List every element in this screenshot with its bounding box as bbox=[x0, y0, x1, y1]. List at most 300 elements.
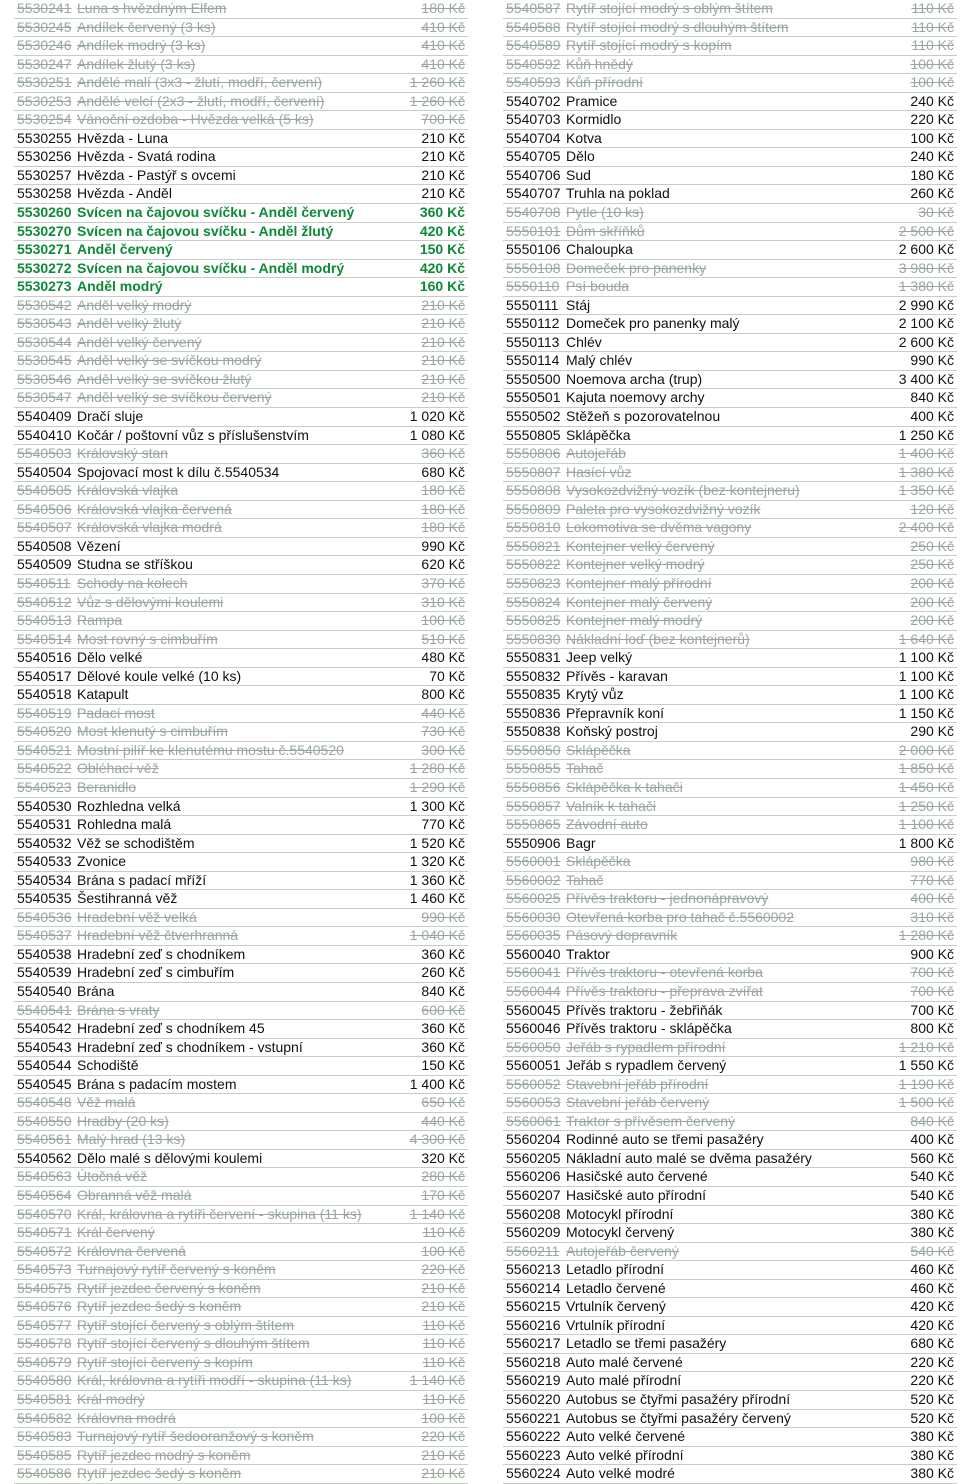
product-price: 420 Kč bbox=[419, 222, 465, 239]
table-row bbox=[503, 630, 957, 649]
product-name: Rytíř jezdec modrý s koněm bbox=[77, 1446, 251, 1463]
product-price: 1 260 Kč bbox=[409, 74, 465, 91]
product-price: 770 Kč bbox=[421, 816, 465, 833]
product-name: Vrtulník přírodní bbox=[566, 1316, 666, 1333]
product-price: 840 Kč bbox=[910, 389, 954, 406]
table-row bbox=[14, 1057, 468, 1076]
product-code: 5550906 bbox=[506, 834, 561, 851]
product-name: Kormidlo bbox=[566, 111, 622, 128]
product-price: 460 Kč bbox=[910, 1261, 954, 1278]
product-name: Spojovací most k dílu č.5540534 bbox=[77, 463, 280, 480]
table-row bbox=[14, 723, 468, 742]
table-row bbox=[14, 1428, 468, 1447]
product-code: 5540589 bbox=[506, 37, 561, 54]
product-code: 5560025 bbox=[506, 890, 561, 907]
product-code: 5550835 bbox=[506, 686, 561, 703]
table-row bbox=[14, 1372, 468, 1391]
product-price: 1 040 Kč bbox=[409, 927, 465, 944]
product-name: Anděl velký modrý bbox=[77, 296, 192, 313]
product-code: 5540571 bbox=[17, 1224, 72, 1241]
product-code: 5540550 bbox=[17, 1112, 72, 1129]
product-code: 5560209 bbox=[506, 1224, 561, 1241]
product-price: 220 Kč bbox=[421, 1261, 465, 1278]
product-name: Nákladní loď (bez kontejnerů) bbox=[566, 630, 750, 647]
product-code: 5560224 bbox=[506, 1465, 561, 1482]
product-price: 380 Kč bbox=[910, 1205, 954, 1222]
product-code: 5550832 bbox=[506, 667, 561, 684]
product-code: 5550830 bbox=[506, 630, 561, 647]
product-name: Pásový dopravník bbox=[566, 927, 678, 944]
product-price: 110 Kč bbox=[422, 1224, 465, 1241]
product-name: Vězení bbox=[77, 537, 121, 554]
product-code: 5540538 bbox=[17, 945, 72, 962]
product-code: 5560050 bbox=[506, 1038, 561, 1055]
product-name: Anděl velký se svíčkou žlutý bbox=[77, 370, 252, 387]
product-price: 1 400 Kč bbox=[898, 445, 954, 462]
product-code: 5540512 bbox=[17, 593, 72, 610]
table-row bbox=[14, 1409, 468, 1428]
product-price: 1 260 Kč bbox=[409, 92, 465, 109]
product-price: 3 400 Kč bbox=[898, 370, 954, 387]
product-name: Kajuta noemovy archy bbox=[566, 389, 705, 406]
product-price: 220 Kč bbox=[910, 1372, 954, 1389]
product-name: Král červený bbox=[77, 1224, 155, 1241]
product-code: 5530247 bbox=[17, 55, 72, 72]
product-code: 5560218 bbox=[506, 1353, 561, 1370]
product-name: Dělo malé s dělovými koulemi bbox=[77, 1149, 263, 1166]
product-name: Anděl červený bbox=[77, 241, 173, 258]
product-code: 5540518 bbox=[17, 686, 72, 703]
product-price: 310 Kč bbox=[421, 593, 465, 610]
product-price: 800 Kč bbox=[421, 686, 465, 703]
product-code: 5540563 bbox=[17, 1168, 72, 1185]
table-row bbox=[503, 259, 957, 278]
table-row bbox=[14, 1131, 468, 1150]
product-price: 240 Kč bbox=[910, 92, 954, 109]
product-name: Královna červená bbox=[77, 1242, 186, 1259]
product-name: Sklápěčka bbox=[566, 741, 631, 758]
product-name: Truhla na poklad bbox=[566, 185, 670, 202]
table-row bbox=[14, 649, 468, 668]
product-code: 5540519 bbox=[17, 704, 72, 721]
product-code: 5540587 bbox=[506, 0, 561, 16]
table-row bbox=[503, 204, 957, 223]
product-price: 1 140 Kč bbox=[409, 1205, 465, 1222]
product-price: 320 Kč bbox=[421, 1149, 465, 1166]
product-price: 120 Kč bbox=[910, 500, 954, 517]
product-name: Vysokozdvižný vozík (bez kontejneru) bbox=[566, 482, 800, 499]
product-code: 5560001 bbox=[506, 853, 561, 870]
product-price: 210 Kč bbox=[421, 148, 465, 165]
table-row bbox=[503, 723, 957, 742]
table-row bbox=[503, 315, 957, 334]
product-price: 1 080 Kč bbox=[409, 426, 465, 443]
product-name: Obranná věž malá bbox=[77, 1187, 192, 1203]
product-name: Hvězda - Svatá rodina bbox=[77, 148, 216, 165]
table-row bbox=[14, 908, 468, 927]
table-row bbox=[14, 945, 468, 964]
product-code: 5550821 bbox=[506, 537, 561, 554]
product-code: 5530246 bbox=[17, 37, 72, 54]
product-name: Kontejner velký modrý bbox=[566, 556, 705, 573]
product-name: Rampa bbox=[77, 612, 123, 629]
product-code: 5540508 bbox=[17, 537, 72, 554]
table-row bbox=[14, 463, 468, 482]
table-row bbox=[14, 630, 468, 649]
product-name: Hvězda - Pastýř s ovcemi bbox=[77, 166, 236, 183]
product-code: 5560041 bbox=[506, 964, 561, 981]
product-name: Kontejner malý červený bbox=[566, 593, 713, 610]
product-code: 5560035 bbox=[506, 927, 561, 944]
product-name: Mostní pilíř ke klenutému mostu č.5540520 bbox=[77, 741, 344, 758]
product-price: 380 Kč bbox=[910, 1465, 954, 1482]
product-code: 5540517 bbox=[17, 667, 72, 684]
table-row bbox=[14, 111, 468, 130]
product-name: Jeep velký bbox=[566, 649, 633, 666]
product-name: Otevřená korba pro tahač č.5560002 bbox=[566, 908, 795, 925]
product-code: 5540564 bbox=[17, 1187, 72, 1203]
table-row bbox=[14, 1112, 468, 1131]
table-row bbox=[14, 1446, 468, 1465]
product-name: Domeček pro panenky malý bbox=[566, 315, 740, 332]
product-name: Vůz s dělovými koulemi bbox=[77, 593, 224, 610]
product-name: Brána s vraty bbox=[77, 1001, 160, 1018]
table-row bbox=[503, 667, 957, 686]
product-price: 360 Kč bbox=[421, 945, 465, 962]
table-row bbox=[14, 853, 468, 872]
product-code: 5560219 bbox=[506, 1372, 561, 1389]
product-code: 5540410 bbox=[17, 426, 72, 443]
product-name: Lokomotiva se dvěma vagony bbox=[566, 519, 752, 536]
product-price: 410 Kč bbox=[421, 37, 465, 54]
product-code: 5540562 bbox=[17, 1149, 72, 1166]
product-price: 440 Kč bbox=[421, 704, 465, 721]
product-name: Letadlo přírodní bbox=[566, 1261, 665, 1278]
product-price: 180 Kč bbox=[910, 166, 954, 183]
product-code: 5550810 bbox=[506, 519, 561, 536]
product-price: 250 Kč bbox=[910, 556, 954, 573]
product-name: Hradební zeď s cimbuřím bbox=[77, 964, 235, 981]
product-code: 5540539 bbox=[17, 964, 72, 981]
product-code: 5550809 bbox=[506, 500, 561, 517]
product-name: Hasičské auto červené bbox=[566, 1168, 708, 1185]
product-code: 5540535 bbox=[17, 890, 72, 907]
product-name: Přívěs traktoru - žebřiňák bbox=[566, 1001, 723, 1018]
price-table-right bbox=[503, 0, 957, 1484]
product-code: 5550112 bbox=[506, 315, 560, 332]
product-price: 360 Kč bbox=[419, 204, 465, 221]
table-row bbox=[14, 18, 468, 37]
table-row bbox=[503, 1094, 957, 1113]
price-list-left-column bbox=[14, 0, 468, 1484]
table-row bbox=[503, 296, 957, 315]
product-name: Hradební zeď s chodníkem bbox=[77, 945, 246, 962]
product-name: Katapult bbox=[77, 686, 129, 703]
table-row bbox=[503, 537, 957, 556]
product-name: Rodinné auto se třemi pasažéry bbox=[566, 1131, 764, 1148]
product-code: 5530547 bbox=[17, 389, 72, 406]
table-row bbox=[14, 148, 468, 167]
product-price: 700 Kč bbox=[421, 111, 465, 128]
product-name: Tahač bbox=[566, 871, 604, 888]
product-name: Brána bbox=[77, 982, 115, 999]
table-row bbox=[14, 574, 468, 593]
product-code: 5540532 bbox=[17, 834, 72, 851]
product-name: Dračí sluje bbox=[77, 408, 144, 425]
product-code: 5530270 bbox=[17, 222, 72, 239]
table-row bbox=[14, 370, 468, 389]
product-code: 5540578 bbox=[17, 1335, 72, 1352]
product-code: 5550856 bbox=[506, 778, 561, 795]
product-code: 5550838 bbox=[506, 723, 561, 740]
product-name: Kůň hnědý bbox=[566, 55, 633, 72]
product-code: 5540514 bbox=[17, 630, 72, 647]
product-name: Rytíř stojící modrý s dlouhým štítem bbox=[566, 18, 789, 35]
product-name: Andělé velcí (2x3 - žlutí, modří, červení) bbox=[77, 92, 325, 109]
product-code: 5540704 bbox=[506, 129, 561, 146]
product-name: Auto malé červené bbox=[566, 1353, 683, 1370]
product-name: Svícen na čajovou svíčku - Anděl modrý bbox=[77, 259, 345, 276]
product-name: Útočná věž bbox=[77, 1168, 148, 1185]
product-code: 5540504 bbox=[17, 463, 72, 480]
product-price: 1 210 Kč bbox=[898, 1038, 954, 1055]
product-price: 520 Kč bbox=[910, 1409, 954, 1426]
product-name: Stěžeň s pozorovatelnou bbox=[566, 408, 721, 425]
product-price: 210 Kč bbox=[421, 296, 465, 313]
product-price: 100 Kč bbox=[421, 1409, 465, 1426]
product-price: 170 Kč bbox=[421, 1187, 465, 1203]
product-name: Kočár / poštovní vůz s příslušenstvím bbox=[77, 426, 309, 443]
product-price: 260 Kč bbox=[421, 964, 465, 981]
product-code: 5560040 bbox=[506, 945, 561, 962]
product-name: Sklápěčka bbox=[566, 426, 631, 443]
product-code: 5540702 bbox=[506, 92, 561, 109]
product-name: Rytíř stojící červený s oblým štítem bbox=[77, 1316, 295, 1333]
product-name: Kontejner malý přírodní bbox=[566, 574, 712, 591]
table-row bbox=[503, 593, 957, 612]
table-row bbox=[503, 1353, 957, 1372]
product-code: 5550823 bbox=[506, 574, 561, 591]
product-code: 5550850 bbox=[506, 741, 561, 758]
table-row bbox=[14, 0, 468, 18]
product-price: 370 Kč bbox=[421, 574, 465, 591]
product-code: 5540579 bbox=[17, 1353, 72, 1370]
product-price: 540 Kč bbox=[910, 1242, 954, 1259]
product-price: 220 Kč bbox=[910, 1353, 954, 1370]
table-row bbox=[503, 463, 957, 482]
table-row bbox=[503, 18, 957, 37]
product-price: 150 Kč bbox=[421, 1057, 465, 1074]
product-name: Hradební věž čtverhranná bbox=[77, 927, 239, 944]
product-code: 5530273 bbox=[17, 278, 72, 295]
product-price: 700 Kč bbox=[910, 964, 954, 981]
product-name: Most klenutý s cimbuřím bbox=[77, 723, 228, 740]
product-code: 5550111 bbox=[506, 296, 559, 313]
table-row bbox=[503, 704, 957, 723]
product-name: Královský stan bbox=[77, 445, 169, 462]
product-name: Motocykl červený bbox=[566, 1224, 675, 1241]
product-code: 5560211 bbox=[506, 1242, 560, 1259]
product-name: Padací most bbox=[77, 704, 155, 721]
table-row bbox=[503, 129, 957, 148]
table-row bbox=[503, 111, 957, 130]
table-row bbox=[503, 1335, 957, 1354]
product-price: 560 Kč bbox=[910, 1149, 954, 1166]
table-row bbox=[14, 1094, 468, 1113]
table-row bbox=[14, 834, 468, 853]
product-name: Schody na kolech bbox=[77, 574, 188, 591]
table-row bbox=[503, 1279, 957, 1298]
table-row bbox=[14, 408, 468, 427]
table-row bbox=[503, 1057, 957, 1076]
table-row bbox=[14, 482, 468, 501]
product-name: Auto velké červené bbox=[566, 1428, 686, 1445]
product-code: 5560216 bbox=[506, 1316, 561, 1333]
product-price: 210 Kč bbox=[421, 1465, 465, 1482]
product-name: Andělé malí (3x3 - žlutí, modří, červení) bbox=[77, 74, 323, 91]
product-name: Anděl modrý bbox=[77, 278, 163, 295]
product-price: 290 Kč bbox=[910, 723, 954, 740]
table-row bbox=[14, 1353, 468, 1372]
product-name: Stáj bbox=[566, 296, 591, 313]
product-code: 5550857 bbox=[506, 797, 561, 814]
table-row bbox=[503, 352, 957, 371]
product-price: 900 Kč bbox=[910, 945, 954, 962]
product-name: Hradební zeď s chodníkem - vstupní bbox=[77, 1038, 303, 1055]
product-price: 100 Kč bbox=[910, 74, 954, 91]
product-code: 5560046 bbox=[506, 1020, 561, 1037]
product-name: Chaloupka bbox=[566, 241, 633, 258]
product-price: 1 100 Kč bbox=[898, 649, 954, 666]
product-code: 5540573 bbox=[17, 1261, 72, 1278]
product-name: Paleta pro vysokozdvižný vozík bbox=[566, 500, 761, 517]
product-name: Most rovný s cimbuřím bbox=[77, 630, 218, 647]
product-price: 300 Kč bbox=[421, 741, 465, 758]
product-name: Anděl velký se svíčkou červený bbox=[77, 389, 272, 406]
product-code: 5540534 bbox=[17, 871, 72, 888]
product-price: 1 280 Kč bbox=[898, 927, 954, 944]
table-row bbox=[503, 333, 957, 352]
product-code: 5550501 bbox=[506, 389, 561, 406]
table-row bbox=[503, 834, 957, 853]
product-price: 840 Kč bbox=[421, 982, 465, 999]
product-price: 180 Kč bbox=[421, 519, 465, 536]
product-code: 5550865 bbox=[506, 816, 561, 833]
table-row bbox=[14, 741, 468, 760]
product-name: Sud bbox=[566, 166, 591, 183]
product-name: Anděl velký se svíčkou modrý bbox=[77, 352, 262, 369]
table-row bbox=[503, 1298, 957, 1317]
product-price: 1 450 Kč bbox=[898, 778, 954, 795]
product-price: 210 Kč bbox=[421, 370, 465, 387]
table-row bbox=[503, 1261, 957, 1280]
product-name: Přívěs traktoru - přeprava zvířat bbox=[566, 982, 763, 999]
product-price: 110 Kč bbox=[422, 1316, 465, 1333]
product-name: Malý chlév bbox=[566, 352, 633, 369]
product-price: 650 Kč bbox=[421, 1094, 465, 1111]
product-price: 2 600 Kč bbox=[898, 333, 954, 350]
product-code: 5540577 bbox=[17, 1316, 72, 1333]
table-row bbox=[503, 686, 957, 705]
product-code: 5530257 bbox=[17, 166, 72, 183]
product-code: 5530253 bbox=[17, 92, 72, 109]
product-price: 770 Kč bbox=[910, 871, 954, 888]
product-name: Tahač bbox=[566, 760, 604, 777]
product-code: 5560002 bbox=[506, 871, 561, 888]
product-code: 5560044 bbox=[506, 982, 561, 999]
product-code: 5530542 bbox=[17, 296, 72, 313]
product-name: Noemova archa (trup) bbox=[566, 370, 703, 387]
product-code: 5560204 bbox=[506, 1131, 561, 1148]
product-code: 5550831 bbox=[506, 649, 561, 666]
product-code: 5550825 bbox=[506, 612, 561, 629]
product-code: 5550114 bbox=[506, 352, 560, 369]
product-price: 1 360 Kč bbox=[409, 871, 465, 888]
product-name: Dům skříňků bbox=[566, 222, 645, 239]
product-code: 5540707 bbox=[506, 185, 561, 202]
table-row bbox=[503, 1131, 957, 1150]
product-name: Zvonice bbox=[77, 853, 127, 870]
price-list-right-column bbox=[503, 0, 957, 1484]
table-row bbox=[14, 667, 468, 686]
product-code: 5530271 bbox=[17, 241, 72, 258]
product-price: 680 Kč bbox=[910, 1335, 954, 1352]
product-code: 5560215 bbox=[506, 1298, 561, 1315]
product-price: 1 250 Kč bbox=[898, 797, 954, 814]
product-code: 5560214 bbox=[506, 1279, 561, 1296]
product-name: Nákladní auto malé se dvěma pasažéry bbox=[566, 1149, 812, 1166]
product-price: 680 Kč bbox=[421, 463, 465, 480]
product-code: 5540561 bbox=[17, 1131, 72, 1148]
product-price: 1 380 Kč bbox=[898, 278, 954, 295]
table-row bbox=[14, 315, 468, 334]
table-row bbox=[503, 445, 957, 464]
product-price: 1 100 Kč bbox=[898, 816, 954, 833]
product-code: 5560045 bbox=[506, 1001, 561, 1018]
product-name: Hradby (20 ks) bbox=[77, 1112, 169, 1129]
table-row bbox=[14, 1168, 468, 1187]
table-row bbox=[503, 278, 957, 297]
product-code: 5540705 bbox=[506, 148, 561, 165]
product-code: 5550108 bbox=[506, 259, 561, 276]
product-name: Rytíř jezdec šedý s koněm bbox=[77, 1465, 242, 1482]
product-name: Autojeřáb bbox=[566, 445, 626, 462]
table-row bbox=[503, 1020, 957, 1039]
product-code: 5540580 bbox=[17, 1372, 72, 1389]
product-name: Pytle (10 ks) bbox=[566, 204, 644, 221]
product-code: 5540575 bbox=[17, 1279, 72, 1296]
product-price: 210 Kč bbox=[421, 315, 465, 332]
product-name: Přívěs traktoru - otevřená korba bbox=[566, 964, 763, 981]
product-price: 4 300 Kč bbox=[409, 1131, 465, 1148]
product-price: 150 Kč bbox=[419, 241, 465, 258]
product-code: 5540592 bbox=[506, 55, 561, 72]
table-row bbox=[14, 871, 468, 890]
product-code: 5540516 bbox=[17, 649, 72, 666]
product-code: 5540537 bbox=[17, 927, 72, 944]
product-name: Přívěs - karavan bbox=[566, 667, 668, 684]
product-name: Hasící vůz bbox=[566, 463, 632, 480]
product-name: Auto malé přírodní bbox=[566, 1372, 682, 1389]
product-code: 5540576 bbox=[17, 1298, 72, 1315]
table-row bbox=[14, 204, 468, 223]
product-price: 540 Kč bbox=[910, 1187, 954, 1203]
product-price: 380 Kč bbox=[910, 1446, 954, 1463]
table-row bbox=[503, 1391, 957, 1410]
product-code: 5560051 bbox=[506, 1057, 561, 1074]
table-row bbox=[14, 1001, 468, 1020]
product-code: 5560206 bbox=[506, 1168, 561, 1185]
